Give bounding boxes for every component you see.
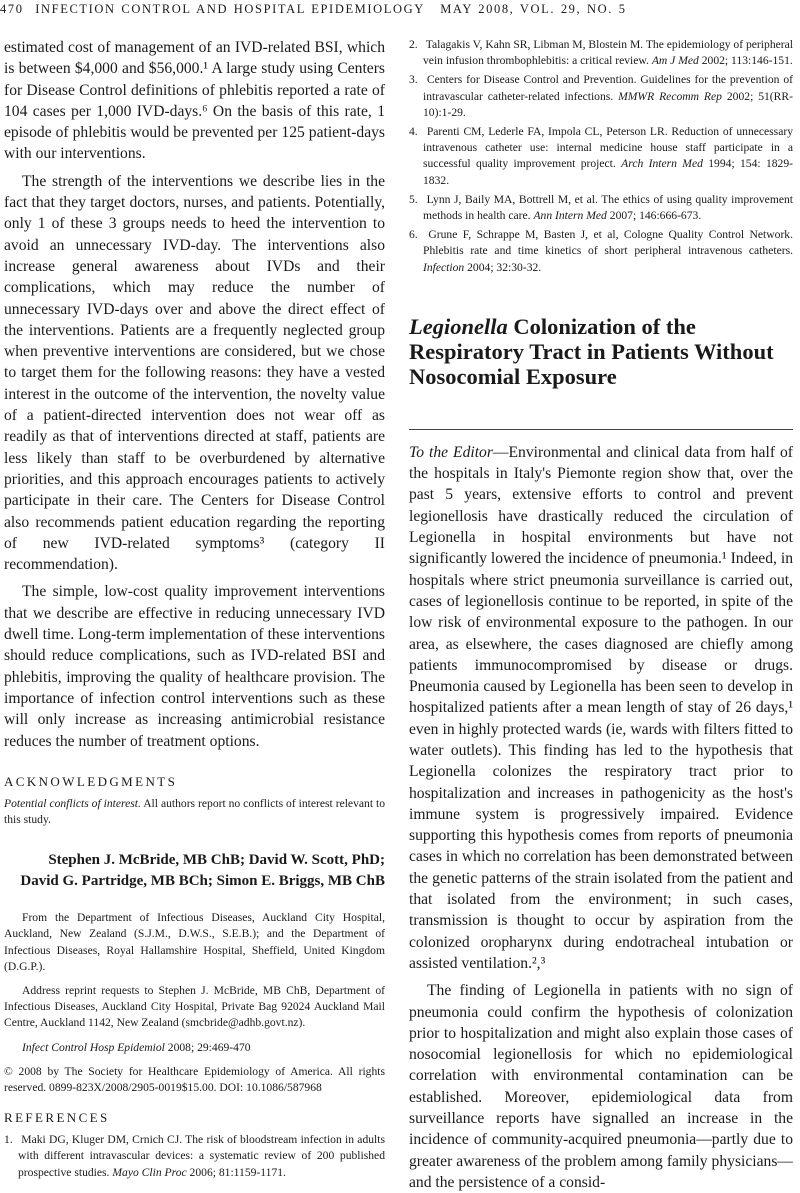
reference-item (409, 227, 793, 276)
citation-line (4, 1040, 385, 1056)
reference-number: 5. (409, 192, 418, 206)
citation-details: 2008; 29:469-470 (167, 1040, 251, 1054)
acknowledgments-heading: ACKNOWLEDGMENTS (4, 773, 178, 789)
issue-info: MAY 2008, VOL. 29, NO. 5 (440, 2, 627, 16)
body-paragraph: The strength of the interventions we describe lies in the fact that they target doctors, nurses, and patients. Potentially, only 1 of these 3 groups needs to heed the intervention to avoid an unnecessary IVD-day. The interventions also increase general awareness about IVDs and their complications, which may reduce the number of unnecessary IVD-days over and above the direct effect of the interventions. Patients are a frequently neglected group when preventive interventions are considered, but we chose to target them for the following reasons: they have a vested interest in the outcome of the intervention, the novelty value of a patient-directed intervention does not wear off as readily as that of interventions directed at staff, patients are less likely than staff to be overburdened by alternative priorities, and this approach encourages patients to actively participate in their care. The Centers for Disease Control also recommends patient education regarding the reporting of new IVD-related symptoms³ (category II recommendation). (4, 172, 385, 574)
reference-details: 2002; 51(RR-10):1-29. (423, 89, 793, 119)
reference-number: 3. (409, 73, 418, 87)
reference-journal: Mayo Clin Proc (112, 1165, 187, 1179)
affiliation: From the Department of Infectious Diseases, Auckland City Hospital, Auckland, New Zealand (S.J.M., D.W.S., S.E.B.); and the Department of Infectious Diseases, Royal Hallamshire Hospital, Sheffield, United Kingdom (D.G.P.). (4, 911, 385, 973)
reference-details: 2004; 32:30-32. (467, 260, 542, 274)
left-column (4, 37, 385, 1184)
reference-list (4, 1132, 385, 1181)
page-number: 470 (0, 2, 24, 16)
reference-journal: Arch Intern Med (621, 157, 703, 171)
letter-paragraph (409, 442, 793, 974)
reference-item (4, 1132, 385, 1181)
reference-item (409, 37, 793, 69)
body-paragraph: The simple, low-cost quality improvement interventions that we describe are effective in reducing unnecessary IVD dwell time. Long-term implementation of these interventions should reduce complications, such as IVD-related BSI and phlebitis, improving the quality of healthcare provision. The importance of infection control interventions such as these will only increase as increasing antimicrobial resistance reduces the number of treatment options. (4, 583, 385, 750)
reference-text: Centers for Disease Control and Prevention. Guidelines for the prevention of intravascular catheter-related infections. (423, 73, 793, 103)
reference-text: Grune F, Schrappe M, Basten J, et al, Cologne Quality Control Network. Phlebitis rate and time kinetics of short peripheral intravenous catheters. (423, 228, 794, 258)
conflicts-statement (4, 796, 385, 828)
authors-line: David G. Partridge, MB BCh; Simon E. Briggs, MB ChB (20, 873, 385, 890)
reference-journal: MMWR Recomm Rep (618, 89, 722, 103)
conflicts-label: Potential conflicts of interest. (4, 796, 141, 810)
author-list (4, 850, 385, 892)
article-title-rest: Colonization of the Respiratory Tract in Patients Without Nosocomial Exposure (409, 313, 774, 389)
reference-list (409, 37, 793, 276)
reference-text: Lynn J, Baily MA, Bottrell M, et al. The ethics of using quality improvement methods in health care. (423, 192, 793, 223)
reference-details: 2006; 81:1159-1171. (189, 1165, 286, 1179)
article-title (409, 314, 793, 389)
lead-in: To the Editor (409, 443, 493, 461)
article-title-italic: Legionella (409, 313, 508, 339)
body-paragraph: estimated cost of management of an IVD-related BSI, which is between $4,000 and $56,000.¹ A large study using Centers for Disease Control definitions of phlebitis reported a rate of 104 cases per 1,000 IVD-days.⁶ On the basis of this rate, 1 episode of phlebitis would be prevented per 125 patient-days with our interventions. (4, 39, 385, 163)
reference-journal: Am J Med (651, 54, 699, 68)
letter-paragraph: The finding of Legionella in patients with no sign of pneumonia could confirm the hypothesis of colonization prior to hospitalization and might also explain those cases of nosocomial legionellosis for which no epidemiological correlation with environmental contamination can be established. Moreover, epidemiological data from surveillance reports have signalled an increase in the incidence of community-acquired pneumonia—partly due to greater awareness of the problem among family physicians—and the persistence of a consid- (409, 982, 793, 1191)
reference-details: 2002; 113:146-151. (701, 54, 793, 68)
reference-details: 2007; 146:666-673. (609, 209, 702, 223)
reference-number: 6. (409, 228, 418, 242)
reference-item (409, 192, 793, 224)
right-column (409, 37, 793, 1193)
copyright-notice: © 2008 by The Society for Healthcare Epidemiology of America. All rights reserved. 0899-823X/2008/2905-0019$15.00. DOI: 10.1086/587968 (4, 1064, 385, 1095)
reprint-address: Address reprint requests to Stephen J. McBride, MB ChB, Department of Infectious Diseases, Auckland City Hospital, Private Bag 92024 Auckland Mail Centre, Auckland 1142, New Zealand (smcbride@adhb.govt.nz). (4, 984, 385, 1030)
reference-number: 1. (4, 1133, 13, 1147)
article-title-block (409, 314, 793, 389)
reference-details: 1994; 154: 1829-1832. (423, 157, 794, 187)
reference-number: 4. (409, 125, 418, 139)
reference-number: 2. (409, 38, 418, 51)
conflicts-text: All authors report no conflicts of interest relevant to this study. (4, 796, 385, 826)
authors-line: Stephen J. McBride, MB ChB; David W. Scott, PhD; (48, 852, 385, 869)
reference-item (409, 72, 793, 121)
journal-name: INFECTION CONTROL AND HOSPITAL EPIDEMIOLOGY (35, 2, 425, 16)
reference-text: Parenti CM, Lederle FA, Impola CL, Peterson LR. Reduction of unnecessary intravenous catheter use: internal medicine house staff participate in a successful quality improvement project. (423, 125, 793, 171)
reference-journal: Ann Intern Med (533, 209, 607, 223)
affiliation-block (4, 910, 385, 1096)
reference-journal: Infection (423, 260, 465, 274)
reference-item (409, 124, 793, 189)
citation-journal: Infect Control Hosp Epidemiol (22, 1040, 165, 1054)
running-head (0, 0, 800, 18)
reference-text: Maki DG, Kluger DM, Crnich CJ. The risk of bloodstream infection in adults with different intravascular devices: a systematic review of 200 published prospective studies. (18, 1133, 385, 1179)
reference-text: Talagakis V, Kahn SR, Libman M, Blostein M. The epidemiology of peripheral vein infusion thrombophlebitis: a critical review. (423, 38, 793, 68)
title-rule (409, 429, 793, 430)
letter-text: —Environmental and clinical data from half of the hospitals in Italy's Piemonte region show that, over the past 5 years, extensive efforts to control and prevent legionellosis have drastically reduced the circulation of Legionella in hospital environments but have not significantly lowered the incidence of pneumonia.¹ Indeed, in hospitals where strict pneumonia surveillance is carried out, cases of legionellosis continue to be reported, in spite of the low risk of environmental exposure to the pathogen. In our area, as elsewhere, the cases diagnosed are chiefly among patients immunocompromised by disease or drugs. Pneumonia caused by Legionella has been seen to develop in hospitalized patients after a mean length of stay of 26 days,¹ even in highly protected wards (ie, wards with filters fitted to water outlets). This finding has led to the hypothesis that Legionella colonizes the respiratory tract prior to hospitalization and increases in pathogenicity as the host's immune system is progressively impaired. Evidence supporting this hypothesis comes from reports of pneumonia cases in which no correlation has been demonstrated between the genetic patterns of the strain isolated from the patient and that isolated from the environment; in such cases, transmission is thought to occur by aspiration from the colonized oropharynx during endotracheal intubation or assisted ventilation.²,³ (409, 443, 793, 972)
references-heading: REFERENCES (4, 1110, 110, 1126)
